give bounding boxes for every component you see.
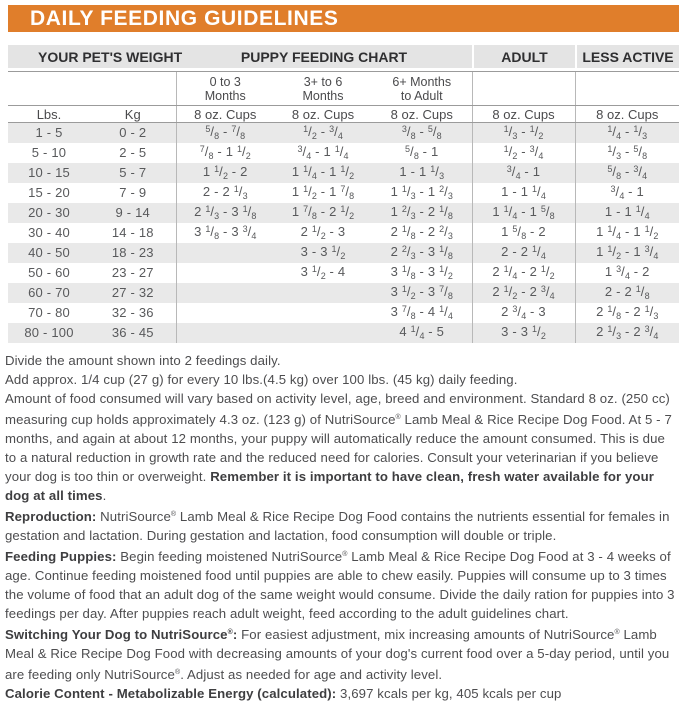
- note-text: Begin feeding moistened NutriSource® Lamb Meal & Rice Recipe Dog Food at 3 - 4 weeks of age. Continue feeding moistened food until puppies are able to chew easily. Puppies will consume up to 3 times the volume of food that an adult dog of the same weight would consume. Divide the daily ration for puppies into 3 feedings per day. After puppies reach adult weight, feed according to the adult guidelines chart.: [5, 548, 675, 621]
- months-0-3-cell: [176, 243, 274, 263]
- note-text: Add approx. 1/4 cup (27 g) for every 10 lbs.(4.5 kg) over 100 lbs. (45 kg) daily feeding.: [5, 371, 518, 387]
- months-0-3-cell: $^7/_8 - 1$ $^1/_2$: [176, 143, 274, 163]
- months-0-3-cell: $^5/_8 - ^7/_8$: [176, 123, 274, 143]
- months-0-3-cell: 2 - 2 $^1/_3$: [176, 183, 274, 203]
- less-active-cell: 1 $^3/_4 - 2$: [575, 263, 679, 283]
- table-row: [8, 143, 679, 163]
- table-row: [8, 183, 679, 203]
- less-active-header: LESS ACTIVE: [582, 49, 674, 65]
- pets-weight-header: YOUR PET'S WEIGHT: [38, 49, 183, 65]
- months-0-3-cell: 1 $^1/_2 - 2$: [176, 163, 274, 183]
- less-active-cell: 1 - 1 $^1/_4$: [575, 203, 679, 223]
- kg-cell: 23 - 27: [111, 265, 154, 280]
- months-6-adult-cell: 2 $^1/_8 - 2$ $^2/_3$: [390, 224, 453, 241]
- note-bold-text: Calorie Content - Metabolizable Energy (calculated):: [5, 685, 341, 701]
- note-paragraph: [5, 545, 675, 623]
- units-row: [8, 106, 679, 123]
- months-0-3-cell: [176, 303, 274, 323]
- column-group-header: [8, 45, 679, 68]
- puppy-feeding-chart-header: PUPPY FEEDING CHART: [240, 49, 408, 65]
- months-3-6-cell: [274, 303, 372, 323]
- table-row: [8, 223, 679, 243]
- lbs-unit-header: Lbs.: [8, 106, 90, 123]
- less-active-cell: $^1/_4 - ^1/_3$: [575, 123, 679, 143]
- note-bold-text: Remember it is important to have clean, fresh water available for your dog at all times: [5, 468, 654, 503]
- table-row: [8, 123, 679, 143]
- adult-cell: 1 $^5/_8 - 2$: [472, 223, 575, 243]
- note-bold-text: Switching Your Dog to NutriSource®:: [5, 626, 242, 642]
- note-text: For easiest adjustment, mix increasing amounts of NutriSource® Lamb Meal & Rice Recipe Dog Food with decreasing amounts of your dog's current food over a 5-day period, until you are feeding only NutriSource®. Adjust as needed for age and activity level.: [5, 626, 670, 682]
- adult-cell: $^1/_2 - ^3/_4$: [472, 143, 575, 163]
- less-active-cell: $^5/_8 - ^3/_4$: [575, 163, 679, 183]
- months-0-3-cell: [176, 323, 274, 343]
- lbs-cell: 15 - 20: [28, 185, 70, 200]
- empty-cell: [90, 72, 176, 106]
- less-active-cell: 2 $^1/_3 - 2$ $^3/_4$: [575, 323, 679, 343]
- months-6-adult-cell: 3 $^7/_8 - 4$ $^1/_4$: [390, 304, 453, 321]
- months-6-adult-cell: 3 $^1/_2 - 3$ $^7/_8$: [372, 283, 472, 303]
- note-bold-text: Feeding Puppies:: [5, 548, 121, 564]
- kg-cell: 32 - 36: [111, 305, 154, 320]
- lbs-cell: 5 - 10: [31, 145, 67, 160]
- lbs-cell: 40 - 50: [8, 243, 90, 263]
- months-6-adult-cell: 4 $^1/_4 - 5$: [372, 323, 472, 343]
- lbs-cell: 80 - 100: [8, 323, 90, 343]
- kg-cell: 0 - 2: [90, 123, 176, 143]
- adult-cell: 1 - 1 $^1/_4$: [472, 183, 575, 203]
- months-3-6-cell: $^1/_2 - ^3/_4$: [274, 123, 372, 143]
- feeding-table-body: [8, 123, 679, 343]
- note-paragraph: [5, 684, 675, 703]
- kg-cell: 2 - 5: [119, 145, 147, 160]
- less-active-cell: 1 $^1/_2 - 1$ $^3/_4$: [575, 243, 679, 263]
- page-title: DAILY FEEDING GUIDELINES: [30, 7, 339, 30]
- months-3-6-cell: 1 $^1/_4 - 1$ $^1/_2$: [274, 163, 372, 183]
- lbs-cell: 20 - 30: [8, 203, 90, 223]
- note-text: Divide the amount shown into 2 feedings daily.: [5, 352, 281, 368]
- months-0-3-cell: [176, 263, 274, 283]
- months-3-6-cell: 3 $^1/_2 - 4$: [300, 264, 346, 281]
- table-row: [8, 163, 679, 183]
- months-3-6-cell: 3 - 3 $^1/_2$: [274, 243, 372, 263]
- months-6-adult-cell: 1 $^2/_3 - 2$ $^1/_8$: [372, 203, 472, 223]
- cups-unit-header: 8 oz. Cups: [472, 106, 575, 123]
- months-6-adult-cell: $^5/_8 - 1$: [405, 144, 439, 161]
- note-bold-text: Reproduction:: [5, 508, 101, 524]
- adult-header: ADULT: [501, 49, 548, 65]
- age-group-6-adult: 6+ Months to Adult: [372, 72, 472, 106]
- months-6-adult-cell: 1 $^1/_3 - 1$ $^2/_3$: [390, 184, 453, 201]
- age-group-3-6: 3+ to 6 Months: [274, 72, 372, 106]
- kg-cell: 5 - 7: [90, 163, 176, 183]
- kg-cell: 9 - 14: [90, 203, 176, 223]
- months-6-adult-cell: $^3/_8 - ^5/_8$: [372, 123, 472, 143]
- months-3-6-cell: $^3/_4 - 1$ $^1/_4$: [297, 144, 349, 161]
- age-group-0-3: 0 to 3 Months: [176, 72, 274, 106]
- note-paragraph: [5, 623, 675, 684]
- note-paragraph: [5, 505, 675, 545]
- empty-cell: [472, 72, 575, 106]
- note-text: 3,697 kcals per kg, 405 kcals per cup: [340, 685, 562, 701]
- months-3-6-cell: 2 $^1/_2 - 3$: [300, 224, 346, 241]
- less-active-cell: $^3/_4 - 1$: [575, 183, 679, 203]
- months-3-6-cell: [274, 283, 372, 303]
- table-row: [8, 303, 679, 323]
- adult-cell: 2 $^1/_4 - 2$ $^1/_2$: [472, 263, 575, 283]
- cups-unit-header: 8 oz. Cups: [176, 106, 274, 123]
- adult-cell: 1 $^1/_4 - 1$ $^5/_8$: [472, 203, 575, 223]
- less-active-cell: 2 $^1/_8 - 2$ $^1/_3$: [575, 303, 679, 323]
- age-group-row: [8, 72, 679, 106]
- empty-cell: [8, 72, 90, 106]
- adult-cell: 2 - 2 $^1/_4$: [472, 243, 575, 263]
- cups-unit-header: 8 oz. Cups: [575, 106, 679, 123]
- kg-cell: 36 - 45: [90, 323, 176, 343]
- months-3-6-cell: [274, 323, 372, 343]
- note-text: NutriSource® Lamb Meal & Rice Recipe Dog Food contains the nutrients essential for females in gestation and lactation. During gestation and lactation, food consumption will double or triple.: [5, 508, 670, 543]
- table-row: [8, 283, 679, 303]
- lbs-cell: 10 - 15: [8, 163, 90, 183]
- note-paragraph: [5, 351, 675, 370]
- adult-cell: 2 $^3/_4 - 3$: [472, 303, 575, 323]
- kg-cell: 27 - 32: [90, 283, 176, 303]
- months-0-3-cell: 2 $^1/_3 - 3$ $^1/_8$: [176, 203, 274, 223]
- less-active-cell: 1 $^1/_4 - 1$ $^1/_2$: [575, 223, 679, 243]
- less-active-cell: $^1/_3 - ^5/_8$: [575, 143, 679, 163]
- months-0-3-cell: 3 $^1/_8 - 3$ $^3/_4$: [176, 223, 274, 243]
- adult-cell: 3 - 3 $^1/_2$: [472, 323, 575, 343]
- adult-cell: $^1/_3 - ^1/_2$: [472, 123, 575, 143]
- kg-unit-header: Kg: [90, 106, 176, 123]
- note-paragraph: [5, 370, 675, 389]
- lbs-cell: 60 - 70: [8, 283, 90, 303]
- kg-cell: 7 - 9: [119, 185, 147, 200]
- months-3-6-cell: 1 $^1/_2 - 1$ $^7/_8$: [291, 184, 355, 201]
- cups-unit-header: 8 oz. Cups: [274, 106, 372, 123]
- empty-cell: [575, 72, 679, 106]
- lbs-cell: 1 - 5: [8, 123, 90, 143]
- months-0-3-cell: [176, 283, 274, 303]
- months-6-adult-cell: 3 $^1/_8 - 3$ $^1/_2$: [390, 264, 453, 281]
- kg-cell: 14 - 18: [111, 225, 154, 240]
- adult-cell: 2 $^1/_2 - 2$ $^3/_4$: [472, 283, 575, 303]
- note-text: .: [102, 487, 107, 503]
- adult-cell: $^3/_4 - 1$: [472, 163, 575, 183]
- note-text: Amount of food consumed will vary based on activity level, age, breed and environment. Standard 8 oz. (250 cc) measuring cup holds approximately 4.3 oz. (123 g) of NutriSource® Lamb Meal & Rice Recipe Dog Food. At 5 - 7 months, and again at about 12 months, your puppy will automatically reduce the amount consumed. This is due to a natural reduction in growth rate and the reduced need for calories. Consult your veterinarian if you believe your dog is too thin or overweight.: [5, 390, 672, 484]
- lbs-cell: 70 - 80: [28, 305, 70, 320]
- table-row: [8, 203, 679, 223]
- kg-cell: 18 - 23: [90, 243, 176, 263]
- table-row: [8, 243, 679, 263]
- months-6-adult-cell: 2 $^2/_3 - 3$ $^1/_8$: [372, 243, 472, 263]
- months-3-6-cell: 1 $^7/_8 - 2$ $^1/_2$: [274, 203, 372, 223]
- lbs-cell: 50 - 60: [28, 265, 70, 280]
- less-active-cell: 2 - 2 $^1/_8$: [575, 283, 679, 303]
- title-bar: [8, 5, 679, 32]
- cups-unit-header: 8 oz. Cups: [372, 106, 472, 123]
- lbs-cell: 30 - 40: [28, 225, 70, 240]
- months-6-adult-cell: 1 - 1 $^1/_3$: [372, 163, 472, 183]
- table-row: [8, 263, 679, 283]
- feeding-guidelines-table: [8, 71, 679, 343]
- note-paragraph: [5, 389, 675, 505]
- table-row: [8, 323, 679, 343]
